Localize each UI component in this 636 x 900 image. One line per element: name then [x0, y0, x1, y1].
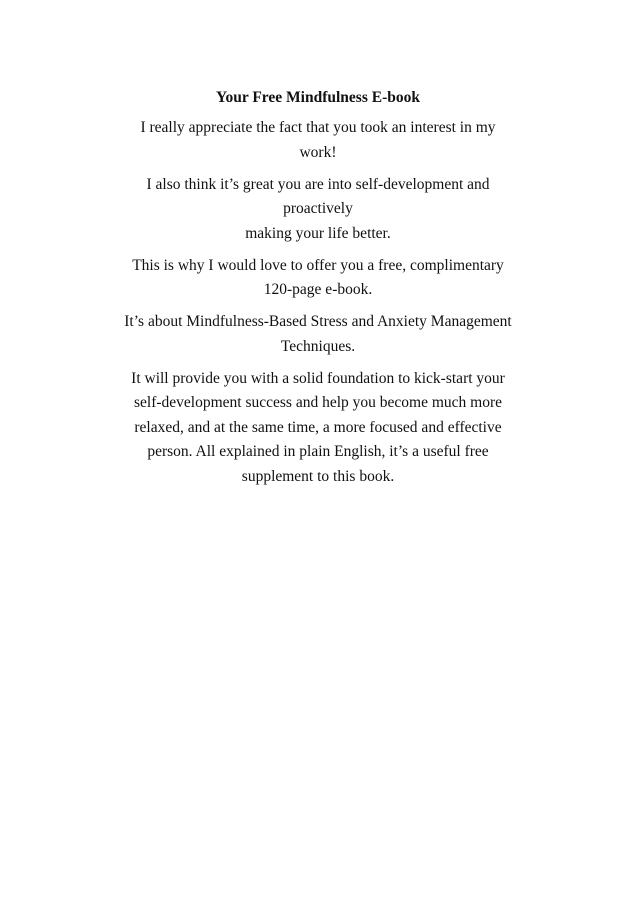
- paragraph-line: relaxed, and at the same time, a more focused and effective: [134, 418, 502, 436]
- paragraph-line: Techniques.: [280, 337, 356, 355]
- paragraph-line: work!: [299, 143, 337, 161]
- paragraph-line: making your life better.: [245, 224, 391, 242]
- paragraph-line: I really appreciate the fact that you took an interest in my: [140, 119, 496, 136]
- paragraph-self-development: [108, 173, 528, 247]
- paragraph-line: person. All explained in plain English, it’s a useful free: [147, 443, 489, 460]
- paragraph-line: self-development success and help you become much more: [133, 394, 502, 411]
- paragraph-line: I also think it’s great you are into self-development and: [146, 175, 490, 193]
- paragraph-line: supplement to this book.: [241, 467, 395, 485]
- paragraph-line: It will provide you with a solid foundation to kick-start your: [131, 369, 505, 387]
- paragraph-benefits: [108, 367, 528, 490]
- paragraph-line: 120-page e-book.: [263, 281, 373, 298]
- document-body: [108, 88, 528, 497]
- paragraph-topic: [108, 310, 528, 359]
- paragraph-offer: [108, 254, 528, 303]
- paragraph-line: It’s about Mindfulness-Based Stress and Anxiety Management: [124, 313, 512, 330]
- document-title: Your Free Mindfulness E-book: [216, 89, 420, 106]
- paragraph-line: proactively: [283, 200, 353, 217]
- paragraph-appreciation: [108, 116, 528, 165]
- paragraph-line: This is why I would love to offer you a free, complimentary: [132, 256, 504, 274]
